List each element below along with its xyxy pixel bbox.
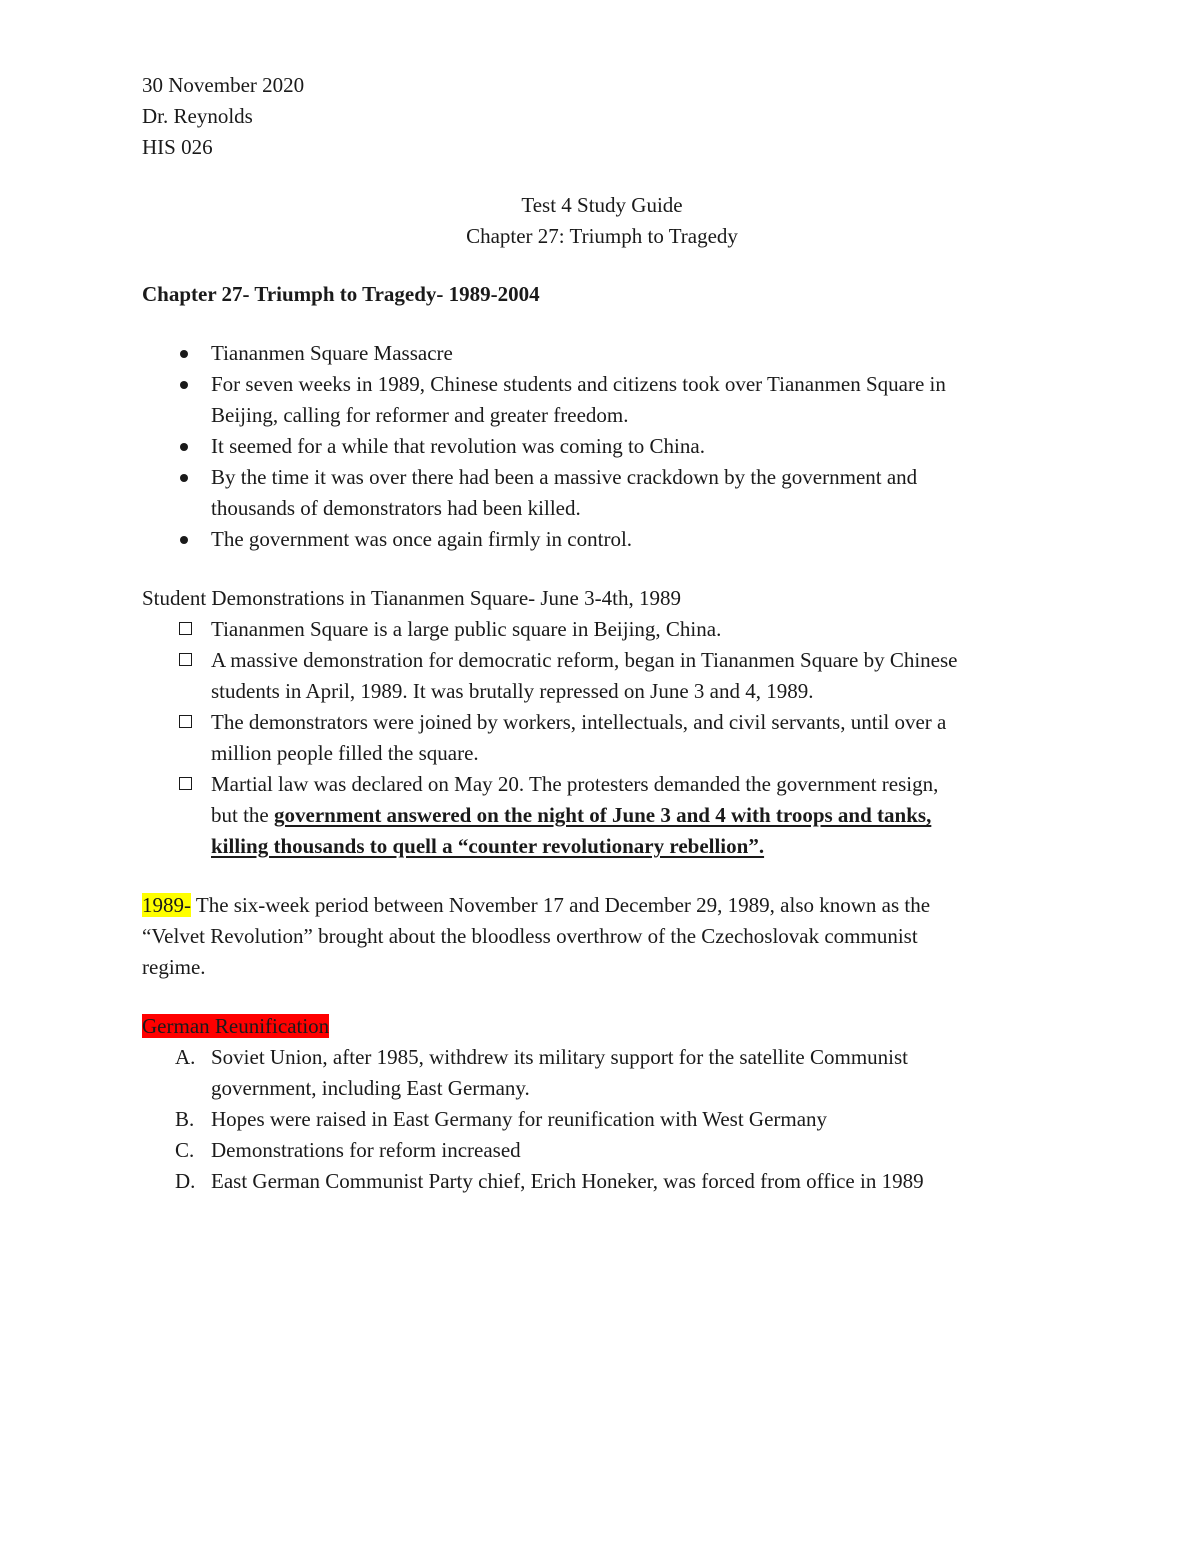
section-heading — [142, 1011, 1062, 1042]
list-item — [142, 524, 1062, 555]
highlighted-year: 1989- — [142, 893, 191, 917]
list-item — [142, 431, 1062, 462]
section-heading: Student Demonstrations in Tiananmen Square- June 3-4th, 1989 — [142, 586, 681, 610]
list-item-text: East German Communist Party chief, Erich Honeker, was forced from office in 1989 — [211, 1169, 924, 1193]
list-letter: A. — [175, 1045, 196, 1069]
checkbox-icon — [179, 622, 192, 635]
list-item — [142, 1042, 1062, 1104]
list-item-text: It seemed for a while that revolution was coming to China. — [211, 434, 705, 458]
paragraph-line: “Velvet Revolution” brought about the bloodless overthrow of the Czechoslovak communist — [142, 924, 918, 948]
spacer — [142, 310, 1062, 338]
document-body — [142, 70, 1062, 1197]
spacer — [142, 862, 1062, 890]
list-item-text: A massive demonstration for democratic reform, began in Tiananmen Square by Chinese — [211, 648, 958, 672]
document-title: Test 4 Study Guide — [521, 193, 683, 217]
list-item — [142, 1135, 1062, 1166]
instructor-line: Dr. Reynolds — [142, 104, 253, 128]
list-letter: B. — [175, 1107, 195, 1131]
list-item-text — [211, 831, 1062, 862]
chapter-heading: Chapter 27- Triumph to Tragedy- 1989-2004 — [142, 282, 540, 306]
list-item-text: Tiananmen Square is a large public square in Beijing, China. — [211, 617, 722, 641]
bullet-dot-icon — [180, 381, 188, 389]
course-line: HIS 026 — [142, 135, 213, 159]
list-item — [142, 707, 1062, 769]
spacer — [142, 555, 1062, 583]
list-item — [142, 369, 1062, 431]
list-item-text: Martial law was declared on May 20. The protesters demanded the government resign, — [211, 772, 939, 796]
list-item-text: students in April, 1989. It was brutally repressed on June 3 and 4, 1989. — [211, 679, 814, 703]
list-item — [142, 1104, 1062, 1135]
checkbox-icon — [179, 715, 192, 728]
list-letter: D. — [175, 1169, 196, 1193]
velvet-revolution-paragraph — [142, 890, 1062, 921]
highlighted-heading: German Reunification — [142, 1014, 330, 1038]
list-item-text: The demonstrators were joined by workers, intellectuals, and civil servants, until over a — [211, 710, 947, 734]
list-item-text: For seven weeks in 1989, Chinese students and citizens took over Tiananmen Square in — [211, 372, 946, 396]
bullet-list — [142, 338, 1062, 555]
date-line: 30 November 2020 — [142, 73, 305, 97]
spacer — [142, 163, 1062, 190]
list-item — [142, 645, 1062, 707]
list-item-text: The government was once again firmly in control. — [211, 527, 633, 551]
list-item-text — [211, 800, 1062, 831]
list-item-text: thousands of demonstrators had been killed. — [211, 496, 581, 520]
list-item — [142, 338, 1062, 369]
checkbox-icon — [179, 777, 192, 790]
text-run: The six-week period between November 17 and December 29, 1989, also known as the — [191, 893, 931, 917]
bullet-dot-icon — [180, 474, 188, 482]
spacer — [142, 983, 1062, 1011]
list-item-text: Beijing, calling for reformer and greater freedom. — [211, 403, 629, 427]
spacer — [142, 252, 1062, 279]
list-item-text: Hopes were raised in East Germany for reunification with West Germany — [211, 1107, 828, 1131]
checkbox-icon — [179, 653, 192, 666]
text-run: but the — [211, 803, 274, 827]
list-item-text: government, including East Germany. — [211, 1076, 530, 1100]
document-subtitle: Chapter 27: Triumph to Tragedy — [466, 224, 738, 248]
bullet-dot-icon — [180, 536, 188, 544]
checkbox-list — [142, 614, 1062, 862]
lettered-list — [142, 1042, 1062, 1197]
bullet-dot-icon — [180, 443, 188, 451]
list-item — [142, 462, 1062, 524]
list-item — [142, 769, 1062, 862]
list-item-text: million people filled the square. — [211, 741, 479, 765]
bullet-dot-icon — [180, 350, 188, 358]
list-item-text: Soviet Union, after 1985, withdrew its military support for the satellite Communist — [211, 1045, 908, 1069]
list-item — [142, 1166, 1062, 1197]
emphasized-text: killing thousands to quell a “counter revolutionary rebellion”. — [211, 834, 765, 858]
paragraph-line: regime. — [142, 955, 206, 979]
list-item — [142, 614, 1062, 645]
list-item-text: Tiananmen Square Massacre — [211, 341, 453, 365]
emphasized-text: government answered on the night of June 3 and 4 with troops and tanks, — [274, 803, 932, 827]
list-item-text: Demonstrations for reform increased — [211, 1138, 521, 1162]
list-letter: C. — [175, 1138, 195, 1162]
list-item-text: By the time it was over there had been a massive crackdown by the government and — [211, 465, 918, 489]
